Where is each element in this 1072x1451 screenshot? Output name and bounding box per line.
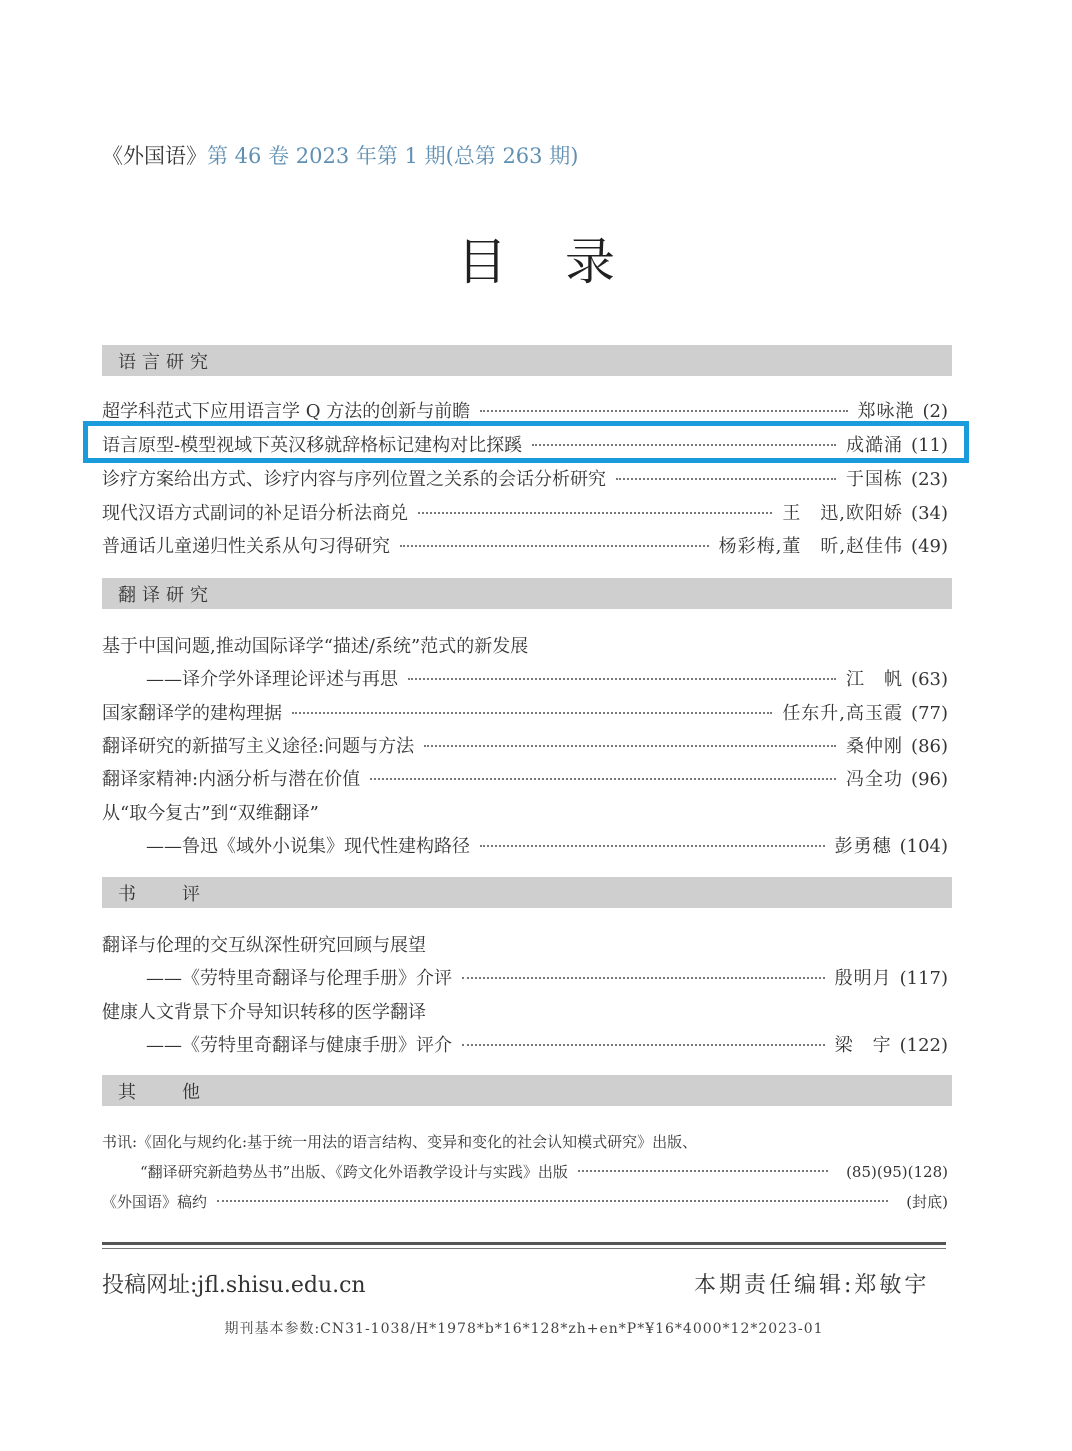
entry-page: (96) xyxy=(911,769,948,790)
toc-entry-title-line[interactable] xyxy=(102,799,948,827)
submission-url[interactable]: 投稿网址:jfl.shisu.edu.cn xyxy=(102,1273,366,1298)
entry-title: 现代汉语方式副词的补足语分析法商兑 xyxy=(102,503,408,524)
entry-title: 健康人文背景下介导知识转移的医学翻译 xyxy=(102,1002,426,1023)
toc-entry[interactable] xyxy=(102,765,948,793)
leader-dots xyxy=(480,845,825,847)
entry-author: 杨彩梅,董 昕,赵佳伟 xyxy=(718,536,904,557)
entry-title: 基于中国问题,推动国际译学“描述/系统”范式的新发展 xyxy=(102,636,529,657)
entry-author: 冯全功 xyxy=(846,769,904,790)
entry-author: 王 迅,欧阳娇 xyxy=(782,503,904,524)
entry-page: (104) xyxy=(899,836,948,857)
entry-author: 江 帆 xyxy=(846,669,904,690)
entry-page: (2) xyxy=(922,401,948,422)
entry-title: 超学科范式下应用语言学 Q 方法的创新与前瞻 xyxy=(102,401,471,422)
section-title: 其他 xyxy=(118,1082,246,1103)
entry-page: (34) xyxy=(911,503,948,524)
entry-title: 诊疗方案给出方式、诊疗内容与序列位置之关系的会话分析研究 xyxy=(102,469,606,490)
leader-dots xyxy=(616,478,836,480)
leader-dots xyxy=(480,410,847,412)
entry-page: (86) xyxy=(911,736,948,757)
leader-dots xyxy=(418,512,772,514)
entry-subtitle: ——鲁迅《域外小说集》现代性建构路径 xyxy=(146,836,470,857)
leader-dots xyxy=(370,778,836,780)
entry-page: (11) xyxy=(911,435,948,456)
entry-author: 桑仲刚 xyxy=(846,736,904,757)
entry-title: 语言原型-模型视域下英汉移就辞格标记建构对比探蹊 xyxy=(102,435,523,456)
entry-page: (63) xyxy=(911,669,948,690)
entry-title: 《外国语》稿约 xyxy=(102,1193,208,1211)
leader-dots xyxy=(462,1044,825,1046)
entry-page: (122) xyxy=(899,1035,948,1056)
leader-dots xyxy=(462,977,825,979)
toc-title: 目录 xyxy=(457,233,673,291)
journal-params: 期刊基本参数:CN31-1038/H*1978*b*16*128*zh+en*P*¥16*4000*12*2023-01 xyxy=(224,1321,824,1337)
leader-dots xyxy=(217,1200,888,1202)
entry-subtitle: “翻译研究新趋势丛书”出版、《跨文化外语教学设计与实践》出版 xyxy=(140,1163,568,1181)
entry-page: (117) xyxy=(899,968,948,989)
entry-page: (85)(95)(128) xyxy=(846,1163,948,1181)
entry-page: (封底) xyxy=(906,1193,948,1211)
toc-entry[interactable] xyxy=(102,532,948,560)
toc-entry[interactable] xyxy=(102,732,948,760)
entry-page: (77) xyxy=(911,703,948,724)
toc-entry[interactable] xyxy=(102,1191,948,1215)
toc-entry[interactable] xyxy=(146,665,948,693)
entry-author: 梁 宇 xyxy=(834,1035,892,1056)
section-title: 翻译研究 xyxy=(118,585,214,606)
entry-title: 从“取今复古”到“双维翻译” xyxy=(102,803,319,824)
section-header-language xyxy=(102,345,952,376)
section-title: 语言研究 xyxy=(118,352,214,373)
entry-subtitle: ——《劳特里奇翻译与健康手册》评介 xyxy=(146,1035,452,1056)
issue-editor: 本期责任编辑:郑敏宇 xyxy=(694,1273,930,1298)
entry-author: 郑咏滟 xyxy=(857,401,915,422)
toc-entry[interactable] xyxy=(140,1161,948,1185)
toc-entry-title-line[interactable] xyxy=(102,1131,948,1155)
entry-author: 于国栋 xyxy=(846,469,904,490)
toc-entry[interactable] xyxy=(102,465,948,493)
entry-page: (23) xyxy=(911,469,948,490)
entry-title: 翻译与伦理的交互纵深性研究回顾与展望 xyxy=(102,935,426,956)
entry-title: 普通话儿童递归性关系从句习得研究 xyxy=(102,536,390,557)
leader-dots xyxy=(400,545,709,547)
section-title: 书评 xyxy=(118,884,246,905)
entry-author: 任东升,高玉霞 xyxy=(782,703,904,724)
toc-entry[interactable] xyxy=(146,832,948,860)
toc-entry[interactable] xyxy=(102,699,948,727)
toc-entry[interactable] xyxy=(146,964,948,992)
leader-dots xyxy=(578,1170,828,1172)
footer-rule xyxy=(102,1242,946,1245)
section-header-translation xyxy=(102,578,952,609)
toc-entry-title-line[interactable] xyxy=(102,998,948,1026)
toc-entry-title-line[interactable] xyxy=(102,931,948,959)
toc-entry-title-line[interactable] xyxy=(102,632,948,660)
journal-name: 《外国语》 xyxy=(102,144,207,168)
entry-title: 翻译家精神:内涵分析与潜在价值 xyxy=(102,769,361,790)
section-header-book-review xyxy=(102,877,952,908)
entry-title: 书讯:《固化与规约化:基于统一用法的语言结构、变异和变化的社会认知模式研究》出版、 xyxy=(102,1133,698,1151)
entry-title: 国家翻译学的建构理据 xyxy=(102,703,282,724)
leader-dots xyxy=(424,745,836,747)
entry-title: 翻译研究的新描写主义途径:问题与方法 xyxy=(102,736,415,757)
toc-entry[interactable] xyxy=(146,1031,948,1059)
leader-dots xyxy=(292,712,772,714)
toc-entry[interactable] xyxy=(102,499,948,527)
entry-author: 殷明月 xyxy=(834,968,892,989)
entry-subtitle: ——译介学外译理论评述与再思 xyxy=(146,669,398,690)
leader-dots xyxy=(408,678,836,680)
issue-line xyxy=(102,140,578,170)
section-header-other xyxy=(102,1075,952,1106)
entry-author: 彭勇穗 xyxy=(834,836,892,857)
entry-subtitle: ——《劳特里奇翻译与伦理手册》介评 xyxy=(146,968,452,989)
entry-page: (49) xyxy=(911,536,948,557)
footer-rule-thin xyxy=(102,1248,946,1249)
issue-volume: 第 46 卷 2023 年第 1 期(总第 263 期) xyxy=(207,144,579,168)
selection-highlight-box xyxy=(83,421,969,463)
entry-author: 成澔涌 xyxy=(846,435,904,456)
